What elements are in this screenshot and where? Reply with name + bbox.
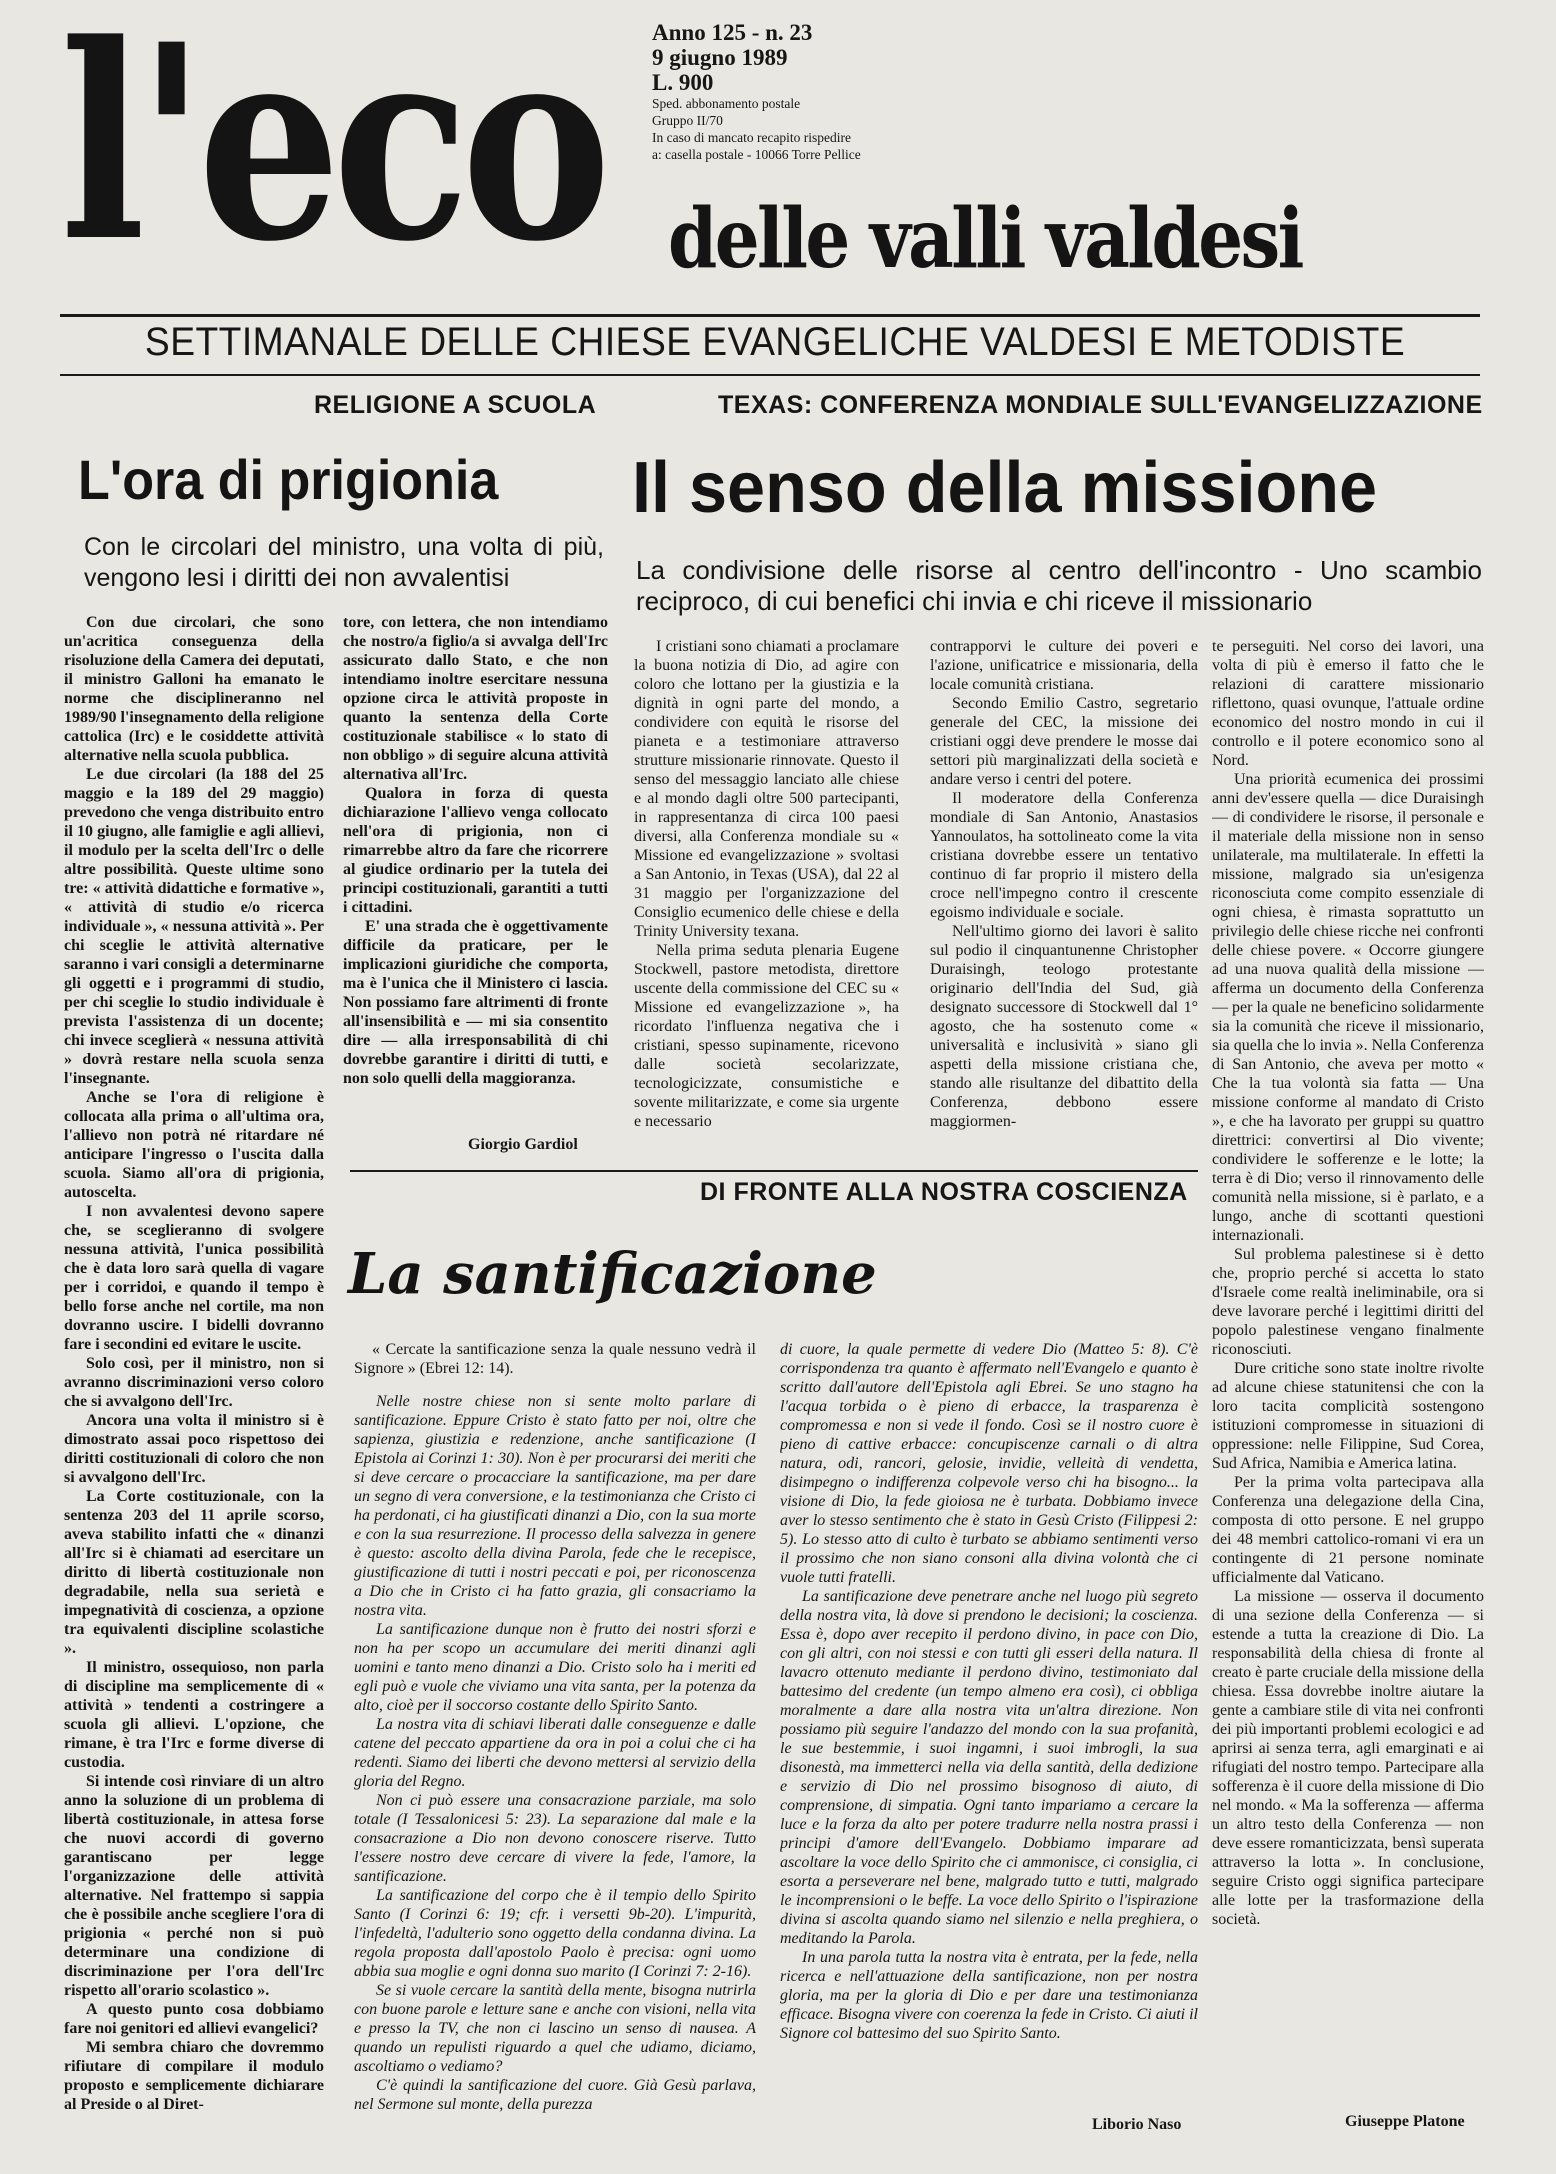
issue-price: L. 900 bbox=[652, 70, 714, 95]
postal-info-line: a: casella postale - 10066 Torre Pellice bbox=[652, 147, 861, 162]
issue-number: Anno 125 - n. 23 bbox=[652, 20, 813, 45]
right-headline: Il senso della missione bbox=[632, 448, 1378, 528]
paragraph: Nell'ultimo giorno dei lavori è salito sul podio il cinquantunenne Christopher Duraisingh, teologo protestante originario dell'India del Sud, già designato successore di Stockwell dal 1° agosto, che ha sostenuto come « universalità e inclusività » siano gli aspetti della missione cristiana che, stando alle risultanze del dibattito della Conferenza, debbono essere maggiormen- bbox=[930, 923, 1198, 1130]
bottom-col-2 bbox=[780, 1340, 1198, 2110]
left-kicker: RELIGIONE A SCUOLA bbox=[314, 391, 597, 419]
paragraph: In una parola tutta la nostra vita è entrata, per la fede, nella ricerca e nell'attuazione della santificazione, non per nostra gloria, ma per la gloria di Dio e per dare una testimonianza efficace. Bisogna vivere con coerenza la fede in Cristo. Ci aiuti il Signore col battesimo del suo Spirito Santo. bbox=[780, 1949, 1198, 2042]
paragraph: Solo così, per il ministro, non si avranno discriminazioni verso coloro che si avvalgono dell'Irc. bbox=[64, 1355, 324, 1410]
right-col-2 bbox=[930, 637, 1198, 1157]
paragraph: La Corte costituzionale, con la sentenza 203 del 11 aprile scorso, aveva stabilito infatti che « dinanzi all'Irc si è chiamati ad esercitare un diritto di libertà costituzionale non degradabile, nella sua serietà e impegnatività di coscienza, a opzione tra equivalenti discipline scolastiche ». bbox=[64, 1488, 324, 1657]
right-subhead: La condivisione delle risorse al centro dell'incontro - Uno scambio reciproco, di cui benefici chi invia e chi riceve il missionario bbox=[636, 555, 1482, 616]
paragraph: E' una strada che è oggettivamente difficile da praticare, per le implicazioni giuridiche che comporta, ma è l'unica che il Ministero ci lascia. Non possiamo fare altrimenti di fronte all'insensibilità e — mi sia consentito dire — alla irresponsabilità di chi dovrebbe garantire i diritti di tutti, e non solo quelli della maggioranza. bbox=[343, 918, 608, 1087]
bottom-headline: La santificazione bbox=[348, 1241, 877, 1307]
bottom-signature: Liborio Naso bbox=[1092, 2116, 1182, 2133]
paragraph: Una priorità ecumenica dei prossimi anni dev'essere quella — dice Duraisingh — di condividere le risorse, il personale e il materiale della missione non in senso unilaterale, ma multilaterale. In effetti la missione, malgrado sia un'esigenza riconosciuta come compito essenziale di ogni chiesa, è rimasta soprattutto un privilegio delle chiese ricche nei confronti delle chiese povere. « Occorre giungere ad una nuova qualità della missione — afferma un documento della Conferenza — per la quale ne beneficino solidarmente sia la comunità che riceve il missionario, sia quella che lo invia ». Nella Conferenza di San Antonio, che aveva per motto « Che la tua volontà sia fatta — Una missione conforme al mandato di Cristo », e che ha lavorato per gruppi su quattro direttrici: convertirsi al Dio vivente; condividere le sofferenze e le lotte; la terra è di Dio; verso il rinnovamento delle comunità nella missione, si è parlato, e a lungo, anche di scottanti questioni internazionali. bbox=[1212, 771, 1484, 1244]
paragraph: Non ci può essere una consacrazione parziale, ma solo totale (I Tessalonicesi 5: 23). La separazione dal male e la consacrazione a Dio non devono conoscere riserve. Tutto l'essere nostro deve cercare di vivere la fede, l'amore, la santificazione. bbox=[354, 1792, 756, 1885]
paragraph: di cuore, la quale permette di vedere Dio (Matteo 5: 8). C'è corrispondenza tra quanto è affermato nell'Evangelo e quanto è scritto dall'autore dell'Epistola agli Ebrei. Se uno stagno ha l'acqua torbida o è pieno di erbacce, la trasparenza è compromessa e non si vede il fondo. Così se il nostro cuore è pieno di cattive erbacce: concupiscenze carnali o di altra natura, odi, rancori, gelosie, invidie, velleità di vendetta, disimpegno o indifferenza colpevole verso chi ha bisogno... la visione di Dio, la fede gioiosa ne è turbata. Dobbiamo invece aver lo stesso sentimento che è stato in Gesù Cristo (Filippesi 2: 5). Lo stesso atto di culto è turbato se abbiamo sentimenti verso il prossimo che non siano consoni alla divina volontà che ci vuole tutti fratelli. bbox=[780, 1341, 1198, 1586]
paragraph: tore, con lettera, che non intendiamo che nostro/a figlio/a si avvalga dell'Irc assicurato dallo Stato, e che non intendiamo inoltre esercitare nessuna opzione circa le attività proposte in quanto la sentenza della Corte costituzionale stabilisce « lo stato di non obbligo » di seguire alcuna attività alternativa all'Irc. bbox=[343, 614, 608, 783]
right-signature: Giuseppe Platone bbox=[1345, 2113, 1465, 2130]
paragraph: La nostra vita di schiavi liberati dalle conseguenze e dalle catene del peccato appartiene da ora in poi a colui che ci ha redenti. Siamo dei liberti che devono mettersi al servizio della gloria del Regno. bbox=[354, 1716, 756, 1790]
masthead-rule-top bbox=[60, 314, 1480, 317]
paragraph: Per la prima volta partecipava alla Conferenza una delegazione della Cina, composta di otto persone. E nel gruppo dei 48 membri cattolico-romani vi era un contingente di 21 persone nominate ufficialmente dal Vaticano. bbox=[1212, 1474, 1484, 1586]
paragraph: Ancora una volta il ministro si è dimostrato assai poco rispettoso dei diritti costituzionali di coloro che non si avvalgono dell'Irc. bbox=[64, 1412, 324, 1486]
paragraph: La santificazione del corpo che è il tempio dello Spirito Santo (I Corinzi 6: 19; cfr. i versetti 9b-20). L'impurità, l'infedeltà, l'adulterio sono oggetto della condanna divina. La regola proposta dall'apostolo Paolo è precisa: ogni uomo abbia sua moglie e ogni donna suo marito (I Corinzi 7: 2-16). bbox=[354, 1887, 756, 1980]
paragraph: Il moderatore della Conferenza mondiale di San Antonio, Anastasios Yannoulatos, ha sottolineato come la vita cristiana dovrebbe essere un tentativo continuo di far proprio il mistero della croce nell'impegno contro il crescente egoismo individuale e sociale. bbox=[930, 790, 1198, 921]
right-col-1 bbox=[634, 637, 899, 1157]
paragraph: La missione — osserva il documento di una sezione della Conferenza — si estende a tutta la creazione di Dio. La responsabilità della chiesa di fronte al creato è parte cruciale della missione della chiesa. Essa dovrebbe inoltre aiutare la gente a cambiare stile di vita nei confronti dei più importanti problemi ecologici e ad aprirsi ai senza terra, agli emarginati e ai rifugiati del nostro tempo. Partecipare alla sofferenza è il cuore della missione di Dio nel mondo. « Ma la sofferenza — afferma un altro testo della Conferenza — non deve essere romanticizzata, bensì superata attraverso la lotta ». In conclusione, seguire Cristo oggi significa partecipare alle lotte per la trasformazione della società. bbox=[1212, 1588, 1484, 1928]
bottom-col-1 bbox=[354, 1340, 756, 2130]
right-kicker: TEXAS: CONFERENZA MONDIALE SULL'EVANGELIZZAZIONE bbox=[718, 391, 1483, 419]
paragraph: Anche se l'ora di religione è collocata alla prima o all'ultima ora, l'allievo non potrà né ritardare né anticipare l'ingresso o l'uscita dalla scuola. Siamo all'ora di prigionia, autoscelta. bbox=[64, 1089, 324, 1201]
right-col-3 bbox=[1212, 637, 1484, 1977]
paragraph: C'è quindi la santificazione del cuore. Già Gesù parlava, nel Sermone sul monte, della purezza bbox=[354, 2077, 756, 2113]
left-headline: L'ora di prigionia bbox=[78, 448, 499, 511]
paragraph: La santificazione deve penetrare anche nel luogo più segreto della nostra vita, là dove si prendono le decisioni; la coscienza. Essa è, dopo aver recepito il perdono divino, in pace con Dio, con gli altri, con noi stessi e con tutti gli esseri della natura. Il lavacro ottenuto mediante il perdono divino, testimoniato dal battesimo del credente (un tempo almeno era così), ci obbliga moralmente a dare alla nostra vita un'altra direzione. Non possiamo più seguire l'andazzo del mondo con la sua profanità, le sue bestemmie, i suoi ingamni, i suoi imbrogli, la sua disonestà, ma immetterci nella via della santità, della dedizione e servizio di Dio nel prossimo bisognoso di aiuto, di comprensione, di simpatia. Ogni tanto impariamo a cercare la luce e la forza da alto per potere tradurre nella nostra prassi i principi d'amore dell'Evangelo. Dobbiamo imparare ad ascoltare la voce dello Spirito che ci ammonisce, ci consiglia, ci esorta a perseverare nel bene, malgrado tutto e tutti, malgrado le incomprensioni o le beffe. La voce dello Spirito o l'ispirazione divina si ascolta quando siamo nel silenzio e nella preghiera, o meditando la Parola. bbox=[780, 1588, 1198, 1947]
paragraph: Secondo Emilio Castro, segretario generale del CEC, la missione dei cristiani oggi deve prendere le mosse dai settori più marginalizzati della società e andare verso i centri del potere. bbox=[930, 695, 1198, 788]
paragraph: A questo punto cosa dobbiamo fare noi genitori ed allievi evangelici? bbox=[64, 2001, 324, 2037]
paragraph: La santificazione dunque non è frutto dei nostri sforzi e non ha per scopo un accumulare dei meriti dinanzi agli uomini e tanto meno dinanzi a Dio. Cristo solo ha i meriti ed egli può e vuole che viviamo una vita santa, per la potenza da alto, cioè per il soccorso costante dello Spirito Santo. bbox=[354, 1621, 756, 1714]
masthead-info bbox=[652, 20, 952, 163]
bottom-article-rule bbox=[350, 1170, 1198, 1172]
paragraph: Se si vuole cercare la santità della mente, bisogna nutrirla con buone parole e letture sane e anche con visioni, nella vita e presso la TV, che non ci lascino un senso di nausea. A quando un repulisti riguardo a quel che udiamo, diciamo, ascoltiamo o vediamo? bbox=[354, 1982, 756, 2075]
paragraph: I non avvalentesi devono sapere che, se sceglieranno di svolgere nessuna attività, l'unica possibilità che è data loro sarà quella di vagare per i corridoi, e quando il tempo è bello forse anche nel cortile, ma non dovranno uscire. I bidelli dovranno fare i secondini ed evitare le uscite. bbox=[64, 1203, 324, 1353]
left-subhead: Con le circolari del ministro, una volta di più, vengono lesi i diritti dei non avvalentisi bbox=[84, 533, 604, 592]
postal-info-line: In caso di mancato recapito rispedire bbox=[652, 130, 852, 145]
postal-info-line: Gruppo II/70 bbox=[652, 113, 723, 128]
issue-date: 9 giugno 1989 bbox=[652, 45, 788, 70]
paragraph: Le due circolari (la 188 del 25 maggio e la 189 del 29 maggio) prevedono che venga distribuito entro il 10 giugno, alle famiglie e agli allievi, il modulo per la scelta dell'Irc o delle altre possibilità. Queste ultime sono tre: « attività didattiche e formative », « attività di studio e/o ricerca individuale », « nessuna attività ». Per chi sceglie le attività alternative saranno i vari consigli a determinarne gli oggetti e i programmi di studio, per chi sceglie lo studio individuale è prevista l'assistenza di un docente; chi invece sceglierà « nessuna attività » dovrà restare nella scuola senza l'insegnante. bbox=[64, 766, 324, 1087]
masthead-weekly-line: SETTIMANALE DELLE CHIESE EVANGELICHE VALDESI E METODISTE bbox=[144, 320, 1406, 364]
paragraph: Sul problema palestinese si è detto che, proprio perché si accetta lo stato d'Israele come realtà ineliminabile, ora si deve lavorare perché i legittimi diritti del popolo palestinese vengano finalmente riconosciuti. bbox=[1212, 1246, 1484, 1358]
paragraph: Si intende così rinviare di un altro anno la soluzione di un problema di libertà costituzionale, in attesa forse che nuovi accordi di governo garantiscano per legge l'organizzazione delle attività alternative. Nel frattempo si sappia che è possibile anche scegliere l'ora di prigionia « perché non si può determinare una condizione di discriminazione per l'ora dell'Irc rispetto all'orario scolastico ». bbox=[64, 1773, 324, 1999]
masthead-rule-bottom bbox=[60, 374, 1480, 376]
paragraph: Mi sembra chiaro che dovremmo rifiutare di compilare il modulo proposto e semplicemente dichiarare al Preside o al Diret- bbox=[64, 2039, 324, 2113]
bottom-kicker: DI FRONTE ALLA NOSTRA COSCIENZA bbox=[700, 1178, 1188, 1206]
left-col-1 bbox=[64, 613, 324, 2168]
left-col-2 bbox=[343, 613, 608, 1143]
masthead-subtitle: delle valli valdesi bbox=[668, 191, 1302, 287]
paragraph: Qualora in forza di questa dichiarazione l'allievo venga collocato nell'ora di prigionia, non ci rimarrebbe altro da fare che ricorrere al giudice ordinario per la tutela dei principi costituzionali, garantiti a tutti i cittadini. bbox=[343, 785, 608, 916]
paragraph: contrapporvi le culture dei poveri e l'azione, unificatrice e missionaria, della locale comunità cristiana. bbox=[930, 638, 1198, 693]
left-signature: Giorgio Gardiol bbox=[468, 1136, 578, 1153]
paragraph: Nelle nostre chiese non si sente molto parlare di santificazione. Eppure Cristo è stato fatto per noi, oltre che sapienza, giustizia e redenzione, anche santificazione (I Epistola ai Corinzi 1: 30). Non è per procurarsi dei meriti che si deve cercare o procacciare la santificazione, ma per dare un segno di vera conversione, e la testimonianza che Cristo ci ha perdonati, ci ha giustificati dinanzi a Dio, con la sua morte e con la sua resurrezione. Il processo della salvezza in genere è questo: ascolto della divina Parola, fede che le recepisce, giustificazione di tutti i nostri peccati e poi, per riconoscenza a Dio che in Cristo ci ha fatto grazia, gli consacriamo la nostra vita. bbox=[354, 1393, 756, 1619]
postal-info-line: Sped. abbonamento postale bbox=[652, 96, 801, 111]
paragraph: I cristiani sono chiamati a proclamare la buona notizia di Dio, ad agire con coloro che lottano per la giustizia e la dignità in ogni parte del mondo, a condividere con equità le risorse del pianeta e a testimoniare attraverso strutture missionarie rinnovate. Questo il senso del messaggio lanciato alle chiese e al mondo dagli oltre 500 partecipanti, in rappresentanza di circa 100 paesi diversi, alla Conferenza mondiale su « Missione ed evangelizzazione » svoltasi a San Antonio, in Texas (USA), dal 22 al 31 maggio per l'organizzazione del Consiglio ecumenico delle chiese e della Trinity University texana. bbox=[634, 638, 899, 940]
paragraph: Nella prima seduta plenaria Eugene Stockwell, pastore metodista, direttore uscente della commissione del CEC su « Missione ed evangelizzazione », ha ricordato l'influenza negativa che i cristiani, spesso supinamente, ricevono dalle società secolarizzate, tecnologicizzate, consumistiche e sovente militarizzate, e come sia urgente e necessario bbox=[634, 942, 899, 1130]
paragraph: te perseguiti. Nel corso dei lavori, una volta di più è emerso il fatto che le relazioni di carattere missionario riflettono, quasi ovunque, l'attuale ordine economico del nostro mondo in cui il controllo e il potere economico sono al Nord. bbox=[1212, 638, 1484, 769]
paragraph: Con due circolari, che sono un'acritica conseguenza della risoluzione della Camera dei deputati, il ministro Galloni ha emanato le norme che disciplineranno nel 1989/90 l'insegnamento della religione cattolica (Irc) e le cosiddette attività alternative nella scuola pubblica. bbox=[64, 614, 324, 764]
paragraph: Il ministro, ossequioso, non parla di discipline ma semplicemente di « attività » tendenti a costringere a scuola gli allievi. L'opzione, che rimane, è tra l'Irc e forme diverse di custodia. bbox=[64, 1659, 324, 1771]
paragraph: Dure critiche sono state inoltre rivolte ad alcune chiese statunitensi che con la loro tacita complicità sostengono istituzioni compromesse in situazioni di oppressione: nelle Filippine, Sud Corea, Sud Africa, Namibia e America latina. bbox=[1212, 1360, 1484, 1472]
masthead-logo: l'eco bbox=[60, 0, 603, 301]
scripture-quote: « Cercate la santificazione senza la quale nessuno vedrà il Signore » (Ebrei 12: 14). bbox=[354, 1341, 756, 1377]
